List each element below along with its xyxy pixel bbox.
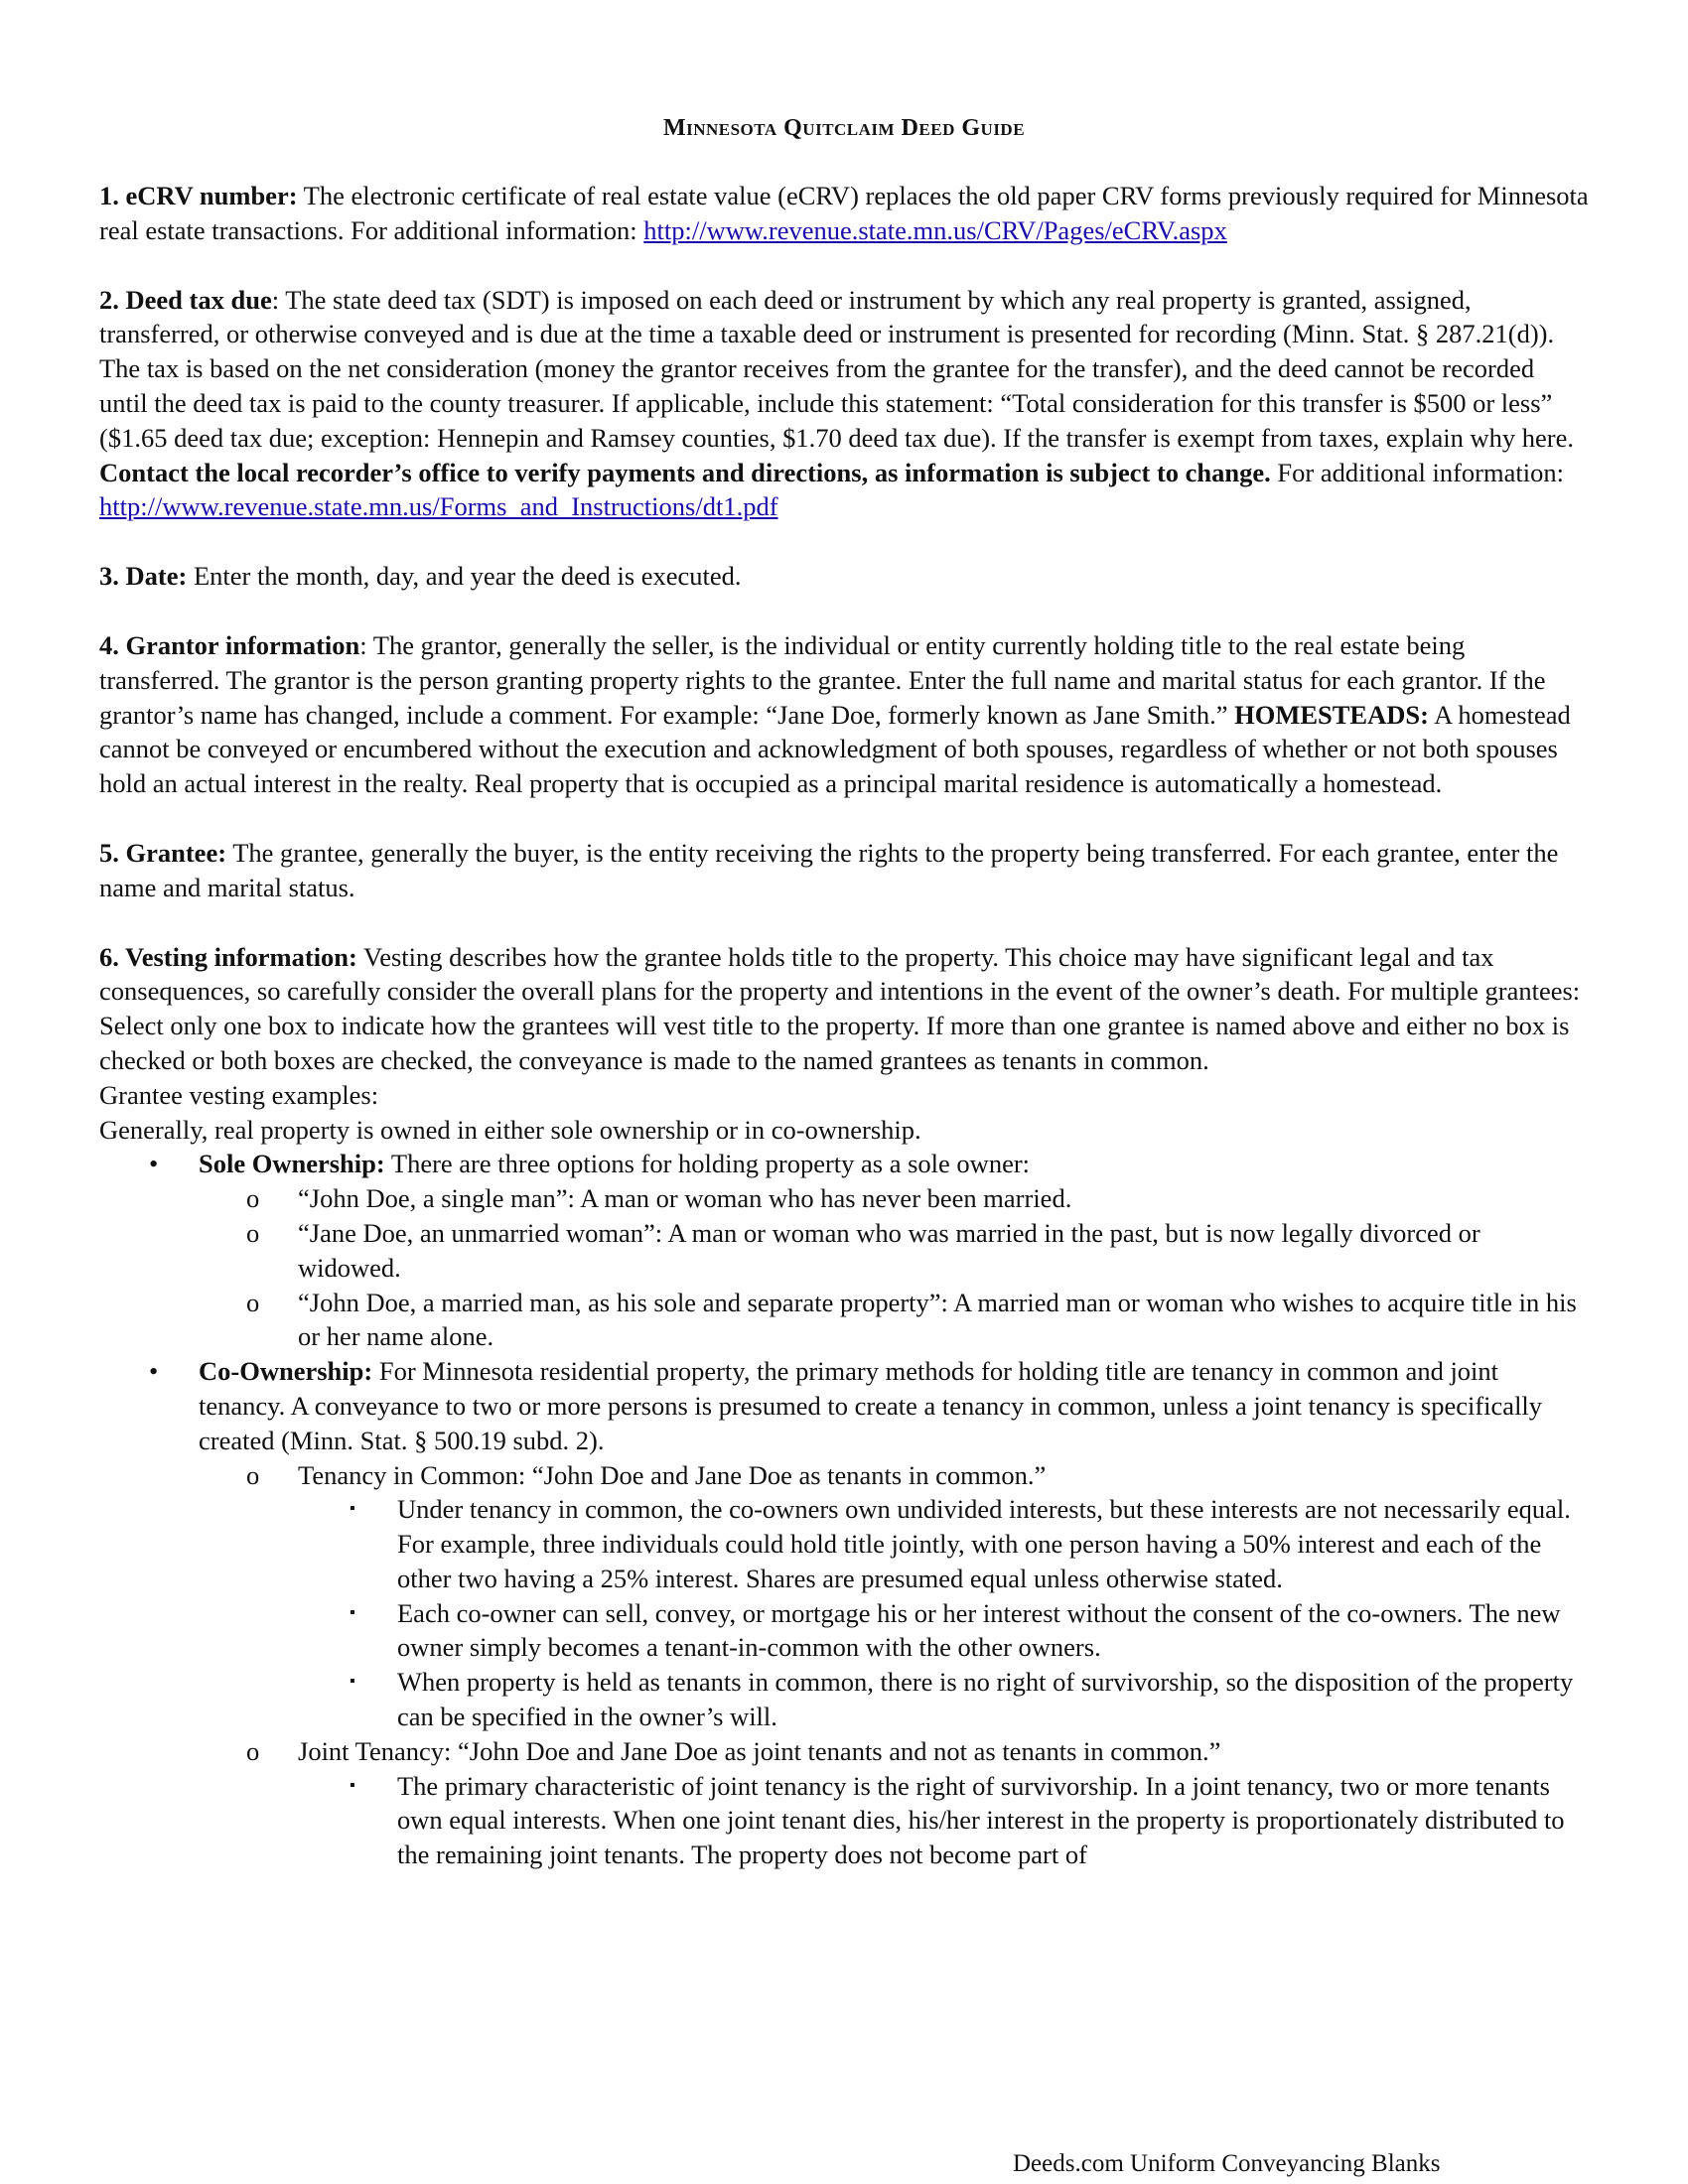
list-item xyxy=(99,1665,1589,1734)
list-item-text: “John Doe, a married man, as his sole and separate property”: A married man or woman who wishes to acquire title in his or her name alone. xyxy=(298,1287,1577,1352)
list-item-text: Under tenancy in common, the co-owners own undivided interests, but these interests are not necessarily equal. For example, three individuals could hold title jointly, with one person having a 50% interest and each of the other two having a 25% interest. Shares are presumed equal unless otherwise stated. xyxy=(397,1494,1571,1593)
list-item-text: Tenancy in Common: “John Doe and Jane Doe as tenants in common.” xyxy=(298,1459,1047,1490)
vesting-examples-heading: Grantee vesting examples: xyxy=(99,1079,379,1110)
page-title: Minnesota Quitclaim Deed Guide xyxy=(662,115,1026,141)
list-item-label: Sole Ownership: xyxy=(199,1149,385,1179)
circle-bullet-icon: o xyxy=(246,1287,260,1317)
square-bullet-icon: ▪ xyxy=(350,1603,355,1621)
homesteads-label: HOMESTEADS: xyxy=(1234,699,1429,730)
section-text: For additional information: xyxy=(1270,457,1564,487)
section-label: 6. Vesting information: xyxy=(99,941,357,972)
square-bullet-icon: ▪ xyxy=(350,1500,355,1518)
bullet-icon: • xyxy=(149,1356,159,1387)
section-deed-tax xyxy=(99,283,1589,525)
ecrv-link[interactable]: http://www.revenue.state.mn.us/CRV/Pages/eCRV.aspx xyxy=(643,214,1227,245)
list-item xyxy=(99,1596,1589,1666)
list-item-text: “Jane Doe, an unmarried woman”: A man or woman who was married in the past, but is now legally divorced or widowed. xyxy=(298,1217,1480,1283)
list-item-text: Each co-owner can sell, convey, or mortgage his or her interest without the consent of the co-owners. The new owner simply becomes a tenant-in-common with the other owners. xyxy=(397,1597,1561,1663)
list-item-label: Co-Ownership: xyxy=(199,1356,373,1387)
section-vesting xyxy=(99,940,1589,1078)
section-grantee xyxy=(99,836,1589,905)
list-item xyxy=(99,1769,1589,1872)
list-item-joint-tenancy xyxy=(99,1734,1589,1769)
section-grantor xyxy=(99,628,1589,801)
section-text: Enter the month, day, and year the deed is executed. xyxy=(187,561,742,592)
list-item-co-ownership xyxy=(99,1354,1589,1457)
section-text: : The grantor, generally the seller, is the individual or entity currently holding title to the real estate being transferred. The grantor is the person granting property rights to the grantee. Enter the full name and marital status for each grantor. If the grantor’s name has changed, include a comment. For example: “Jane Doe, formerly known as Jane Smith.” xyxy=(99,629,1546,730)
section-label: 4. Grantor information xyxy=(99,629,360,660)
list-item-text: For Minnesota residential property, the primary methods for holding title are tenancy in common and joint tenancy. A conveyance to two or more persons is presumed to create a tenancy in common, unless a joint tenancy is specifically created (Minn. Stat. § 500.19 subd. 2). xyxy=(199,1356,1543,1455)
page-footer: Deeds.com Uniform Conveyancing Blanks xyxy=(1013,2150,1441,2177)
list-item-text: There are three options for holding property as a sole owner: xyxy=(384,1149,1031,1179)
list-item-sole-ownership xyxy=(99,1147,1589,1181)
list-item-text: When property is held as tenants in common, there is no right of survivorship, so the disposition of the property can be specified in the owner’s will. xyxy=(397,1667,1574,1732)
section-text: The grantee, generally the buyer, is the entity receiving the rights to the property being transferred. For each grantee, enter the name and marital status. xyxy=(99,837,1559,902)
section-text: : The state deed tax (SDT) is imposed on each deed or instrument by which any real property is granted, assigned, transferred, or otherwise conveyed and is due at the time a taxable deed or instrument is presented for recording (Minn. Stat. § 287.21(d)). The tax is based on the net consideration (money the grantor receives from the grantee for the transfer), and the deed cannot be recorded until the deed tax is paid to the county treasurer. If applicable, include this statement: “Total consideration for this transfer is $500 or less” ($1.65 deed tax due; exception: Hennepin and Ramsey counties, $1.70 deed tax due). If the transfer is exempt from taxes, explain why here. xyxy=(99,284,1574,453)
circle-bullet-icon: o xyxy=(246,1183,260,1214)
square-bullet-icon: ▪ xyxy=(350,1673,355,1691)
section-label: 1. eCRV number: xyxy=(99,181,298,210)
list-item-text: The primary characteristic of joint tenancy is the right of survivorship. In a joint tenancy, two or more tenants own equal interests. When one joint tenant dies, his/her interest in the property is proportionately distributed to the remaining joint tenants. The property does not become part of xyxy=(397,1770,1565,1870)
section-text: The electronic certificate of real estate value (eCRV) replaces the old paper CRV forms previously required for Minnesota real estate transactions. For additional information: xyxy=(99,181,1589,245)
deed-tax-link[interactable]: http://www.revenue.state.mn.us/Forms_and_Instructions/dt1.pdf xyxy=(99,491,778,522)
list-item-text: “John Doe, a single man”: A man or woman who has never been married. xyxy=(298,1183,1072,1214)
list-item-tenancy-in-common xyxy=(99,1458,1589,1493)
list-item xyxy=(99,1181,1589,1216)
section-ecrv xyxy=(99,179,1589,248)
circle-bullet-icon: o xyxy=(246,1735,260,1766)
ownership-list xyxy=(99,1147,1589,1872)
list-item xyxy=(99,1216,1589,1286)
list-item-text: Joint Tenancy: “John Doe and Jane Doe as joint tenants and not as tenants in common.” xyxy=(298,1735,1221,1766)
section-date xyxy=(99,559,1589,594)
circle-bullet-icon: o xyxy=(246,1217,260,1248)
section-label: 5. Grantee: xyxy=(99,837,227,868)
section-text: A homestead cannot be conveyed or encumbered without the execution and acknowledgment of both spouses, regardless of whether or not both spouses hold an actual interest in the realty. Real property that is occupied as a principal marital residence is automatically a homestead. xyxy=(99,699,1571,799)
vesting-generally: Generally, real property is owned in either sole ownership or in co-ownership. xyxy=(99,1114,921,1145)
section-label: 3. Date: xyxy=(99,561,188,592)
list-item xyxy=(99,1286,1589,1355)
list-item xyxy=(99,1492,1589,1595)
square-bullet-icon: ▪ xyxy=(350,1776,355,1794)
circle-bullet-icon: o xyxy=(246,1459,260,1490)
bullet-icon: • xyxy=(149,1149,159,1179)
section-label: 2. Deed tax due xyxy=(99,284,272,315)
section-text: Vesting describes how the grantee holds title to the property. This choice may have significant legal and tax consequences, so carefully consider the overall plans for the property and intentions in the event of the owner’s death. For multiple grantees: Select only one box to indicate how the grantees will vest title to the property. If more than one grantee is named above and either no box is checked or both boxes are checked, the conveyance is made to the named grantees as tenants in common. xyxy=(99,941,1581,1075)
document-body xyxy=(99,111,1589,1872)
section-bold-note: Contact the local recorder’s office to verify payments and directions, as information is subject to change. xyxy=(99,457,1271,487)
